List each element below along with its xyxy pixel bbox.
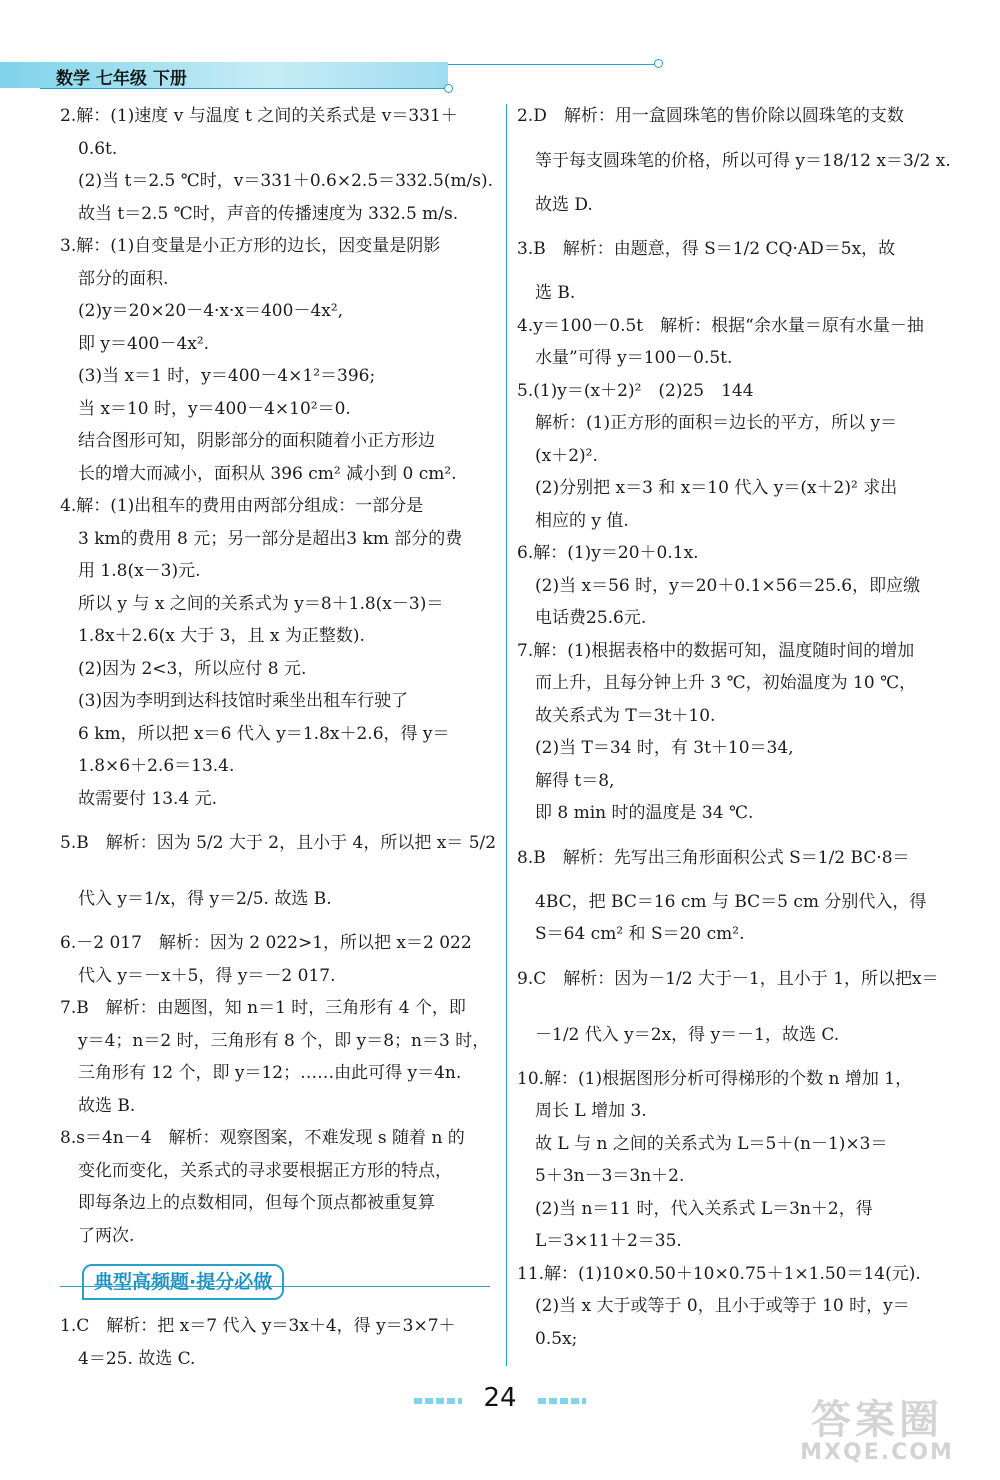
text-line: 1.8×6＋2.6＝13.4. [78, 756, 235, 776]
text-line: (2)当 t＝2.5 ℃时，v＝331＋0.6×2.5＝332.5(m/s). [78, 171, 494, 191]
text-line: 1.C 解析：把 x＝7 代入 y＝3x＋4，得 y＝3×7＋ [60, 1316, 456, 1336]
text-line: 6.－2 017 解析：因为 2 022>1，所以把 x＝2 022 [60, 933, 472, 953]
text-line: 8.s＝4n－4 解析：观察图案，不难发现 s 随着 n 的 [60, 1128, 465, 1148]
text-line: 而上升，且每分钟上升 3 ℃，初始温度为 10 ℃， [535, 673, 917, 693]
text-line: (2)y＝20×20－4·x·x＝400－4x², [78, 301, 344, 321]
text-line: 用 1.8(x－3)元. [78, 561, 201, 581]
text-line: 即每条边上的点数相同，但每个顶点都被重复算 [78, 1193, 435, 1213]
text-line: 结合图形可知，阴影部分的面积随着小正方形边 [78, 431, 435, 451]
section-rule [60, 1286, 490, 1287]
watermark-text: 答案圈 [811, 1397, 943, 1443]
text-line: 4BC，把 BC＝16 cm 与 BC＝5 cm 分别代入，得 [535, 891, 927, 912]
text-line: 11.解：(1)10×0.50＋10×0.75＋1×1.50＝14(元). [517, 1263, 921, 1284]
text-line: 6 km，所以把 x＝6 代入 y＝1.8x＋2.6，得 y＝ [78, 723, 450, 744]
text-line: 1.8x＋2.6(x 大于 3，且 x 为正整数). [78, 626, 365, 646]
text-line: 当 x＝10 时，y＝400－4×10²＝0. [78, 398, 351, 419]
text-line: 部分的面积. [78, 268, 169, 289]
column-divider [506, 104, 507, 1366]
text-line: 等于每支圆珠笔的价格，所以可得 y＝18/12 x＝3/2 x. [535, 150, 951, 171]
text-line: (3)当 x＝1 时，y＝400－4×1²＝396; [78, 366, 376, 386]
text-line: 2.解：(1)速度 v 与温度 t 之间的关系式是 v＝331＋ [60, 106, 458, 126]
text-line: 故 L 与 n 之间的关系式为 L＝5＋(n－1)×3＝ [535, 1133, 888, 1154]
text-line: (2)因为 2<3，所以应付 8 元. [78, 658, 307, 679]
section-header [60, 1252, 492, 1310]
text-line: (x＋2)². [535, 445, 598, 466]
page-number-decoration [414, 1398, 462, 1404]
left-column [60, 100, 497, 1375]
text-line: 解得 t＝8, [535, 770, 615, 791]
text-line: 相应的 y 值. [535, 510, 629, 531]
text-line: 选 B. [535, 283, 576, 303]
text-line: (2)分别把 x＝3 和 x＝10 代入 y＝(x＋2)² 求出 [535, 478, 898, 498]
page-number-decoration [538, 1398, 586, 1404]
text-line: 4.y＝100－0.5t 解析：根据“余水量＝原有水量－抽 [517, 315, 924, 336]
text-line: 故需要付 13.4 元. [78, 788, 218, 809]
text-line: (2)当 n＝11 时，代入关系式 L＝3n＋2，得 [535, 1198, 873, 1219]
text-line: S＝64 cm² 和 S＝20 cm². [535, 924, 745, 944]
text-line: 故关系式为 T＝3t＋10. [535, 705, 716, 726]
text-line: 3 km的费用 8 元；另一部分是超出3 km 部分的费 [78, 528, 463, 549]
text-line: 10.解：(1)根据图形分析可得梯形的个数 n 增加 1， [517, 1068, 913, 1089]
text-line: 代入 y＝1/x，得 y＝2/5. 故选 B. [78, 889, 332, 909]
page-number: 24 [483, 1383, 517, 1413]
text-line: 电话费25.6元. [535, 608, 647, 628]
text-line: 解析：(1)正方形的面积＝边长的平方，所以 y＝ [535, 413, 898, 433]
text-line: 0.5x; [535, 1328, 578, 1349]
watermark-url: MXQE.COM [800, 1440, 954, 1465]
text-line: 3.B 解析：由题意，得 S＝1/2 CQ·AD＝5x，故 [517, 239, 896, 259]
text-line: 2.D 解析：用一盒圆珠笔的售价除以圆珠笔的支数 [517, 106, 904, 126]
text-line: 水量”可得 y＝100－0.5t. [535, 348, 733, 368]
text-line: 5＋3n－3＝3n＋2. [535, 1166, 685, 1186]
header-title: 数学 七年级 下册 [56, 69, 187, 89]
text-line: y＝4；n＝2 时，三角形有 8 个，即 y＝8；n＝3 时， [78, 1030, 490, 1051]
text-line: 故选 D. [535, 194, 593, 215]
text-line: 了两次. [78, 1225, 135, 1246]
text-line: 故当 t＝2.5 ℃时，声音的传播速度为 332.5 m/s. [78, 203, 459, 224]
text-line: (2)当 x 大于或等于 0，且小于或等于 10 时，y＝ [535, 1296, 910, 1316]
header-dot-icon [654, 59, 663, 68]
text-line: 即 y＝400－4x². [78, 333, 210, 354]
text-line: 4.解：(1)出租车的费用由两部分组成：一部分是 [60, 496, 424, 516]
text-line: －1/2 代入 y＝2x，得 y＝－1，故选 C. [535, 1024, 840, 1045]
header-dot-icon [444, 84, 453, 93]
text-line: 变化而变化，关系式的寻求要根据正方形的特点， [78, 1160, 452, 1181]
text-line: 0.6t. [78, 138, 118, 159]
text-line: 8.B 解析：先写出三角形面积公式 S＝1/2 BC·8＝ [517, 847, 910, 868]
text-line: 故选 B. [78, 1095, 136, 1116]
text-line: 4＝25. 故选 C. [78, 1348, 196, 1369]
text-line: (2)当 T＝34 时，有 3t＋10＝34, [535, 738, 794, 758]
text-line: (2)当 x＝56 时，y＝20＋0.1×56＝25.6，即应缴 [535, 575, 921, 596]
text-line: 5.(1)y＝(x＋2)² (2)25 144 [517, 380, 754, 401]
header-rule [448, 64, 658, 65]
text-line: 即 8 min 时的温度是 34 ℃. [535, 803, 754, 823]
text-line: 三角形有 12 个，即 y＝12；……由此可得 y＝4n. [78, 1063, 462, 1083]
text-line: L＝3×11＋2＝35. [535, 1231, 682, 1251]
text-line: 周长 L 增加 3. [535, 1101, 647, 1121]
text-line: 3.解：(1)自变量是小正方形的边长，因变量是阴影 [60, 236, 441, 256]
section-title: 典型高频题·提分必做 [82, 1264, 284, 1300]
watermark-logo [772, 1398, 982, 1468]
text-line: 7.B 解析：由题图，知 n＝1 时，三角形有 4 个，即 [60, 998, 466, 1018]
text-line: 6.解：(1)y＝20＋0.1x. [517, 543, 699, 563]
text-line: 7.解：(1)根据表格中的数据可知，温度随时间的增加 [517, 640, 915, 661]
text-line: 代入 y＝－x＋5，得 y＝－2 017. [78, 965, 336, 986]
text-line: (3)因为李明到达科技馆时乘坐出租车行驶了 [78, 691, 409, 711]
text-line: 所以 y 与 x 之间的关系式为 y＝8＋1.8(x－3)＝ [78, 593, 444, 614]
text-line: 9.C 解析：因为－1/2 大于－1，且小于 1，所以把x＝ [517, 968, 939, 989]
text-line: 长的增大而减小，面积从 396 cm² 减小到 0 cm². [78, 463, 457, 484]
text-line: 5.B 解析：因为 5/2 大于 2，且小于 4，所以把 x＝ 5/2 [60, 833, 497, 853]
page-header [0, 62, 1000, 96]
right-column [517, 100, 951, 1355]
header-underline [40, 88, 448, 89]
